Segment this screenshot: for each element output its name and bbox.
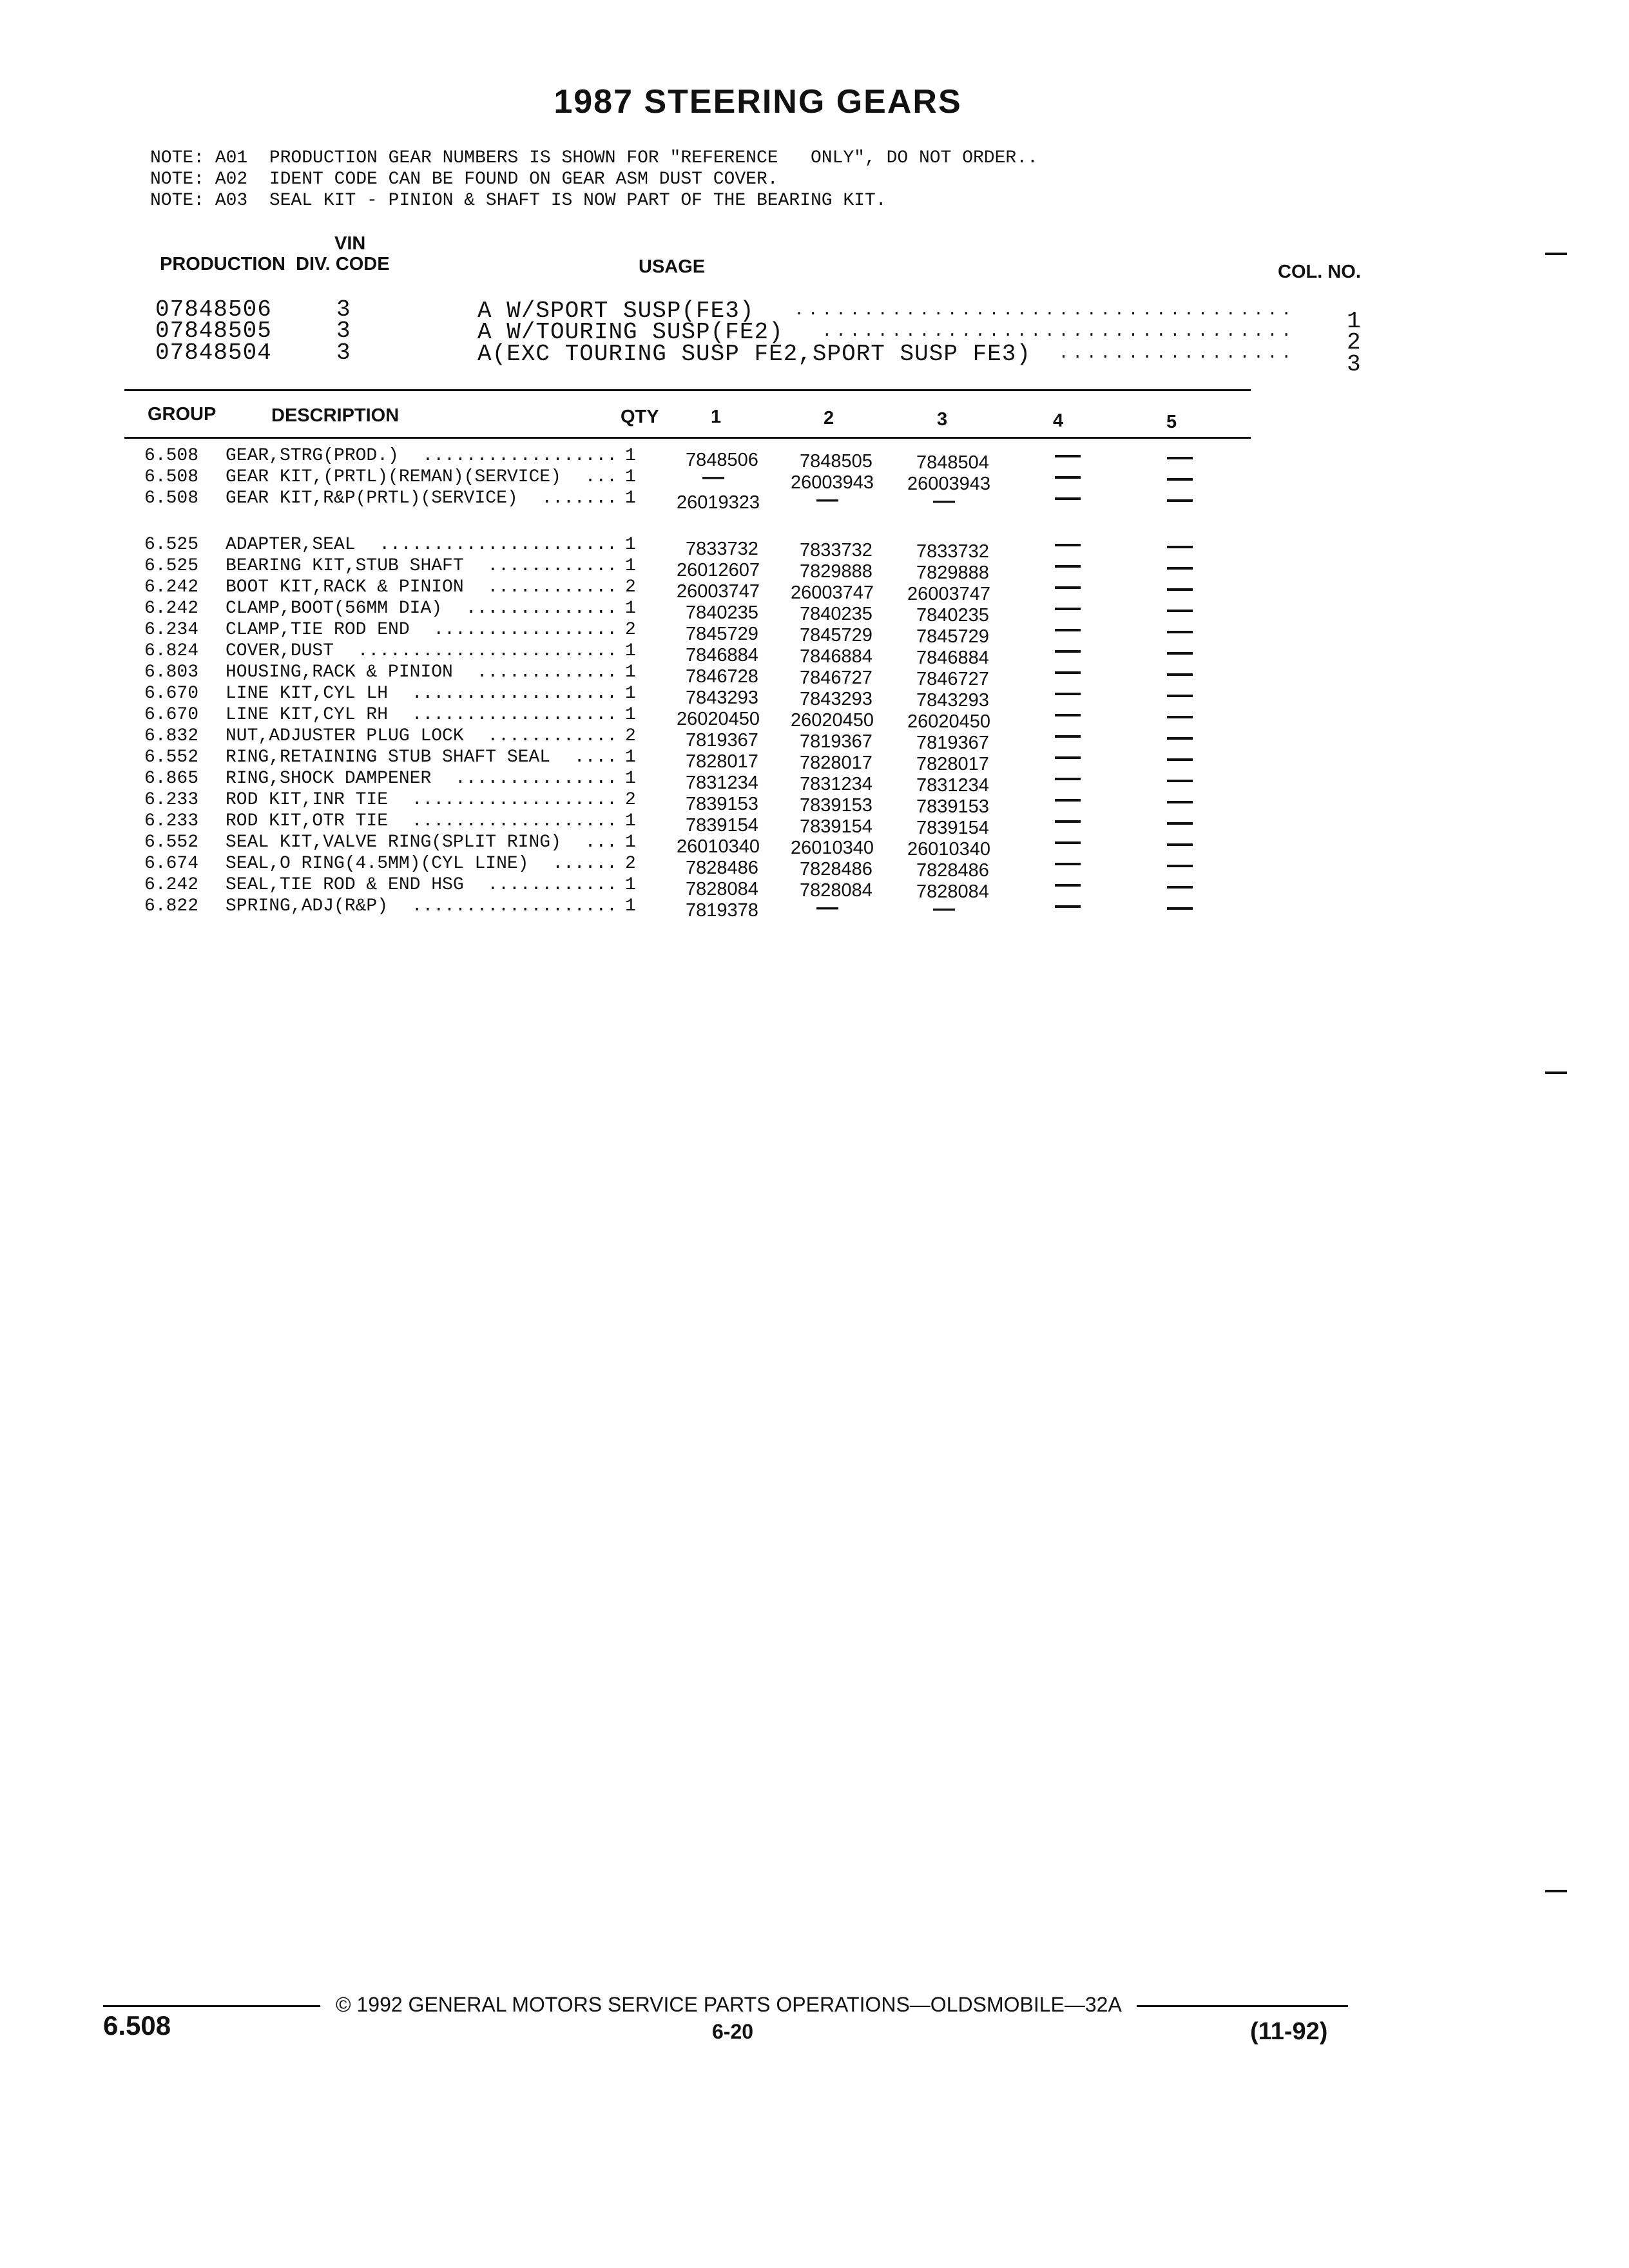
empty-col-5-dash [1167,822,1193,825]
group-code: 6.674 [144,854,199,874]
quantity: 1 [625,662,636,682]
copyright-line: © 1992 GENERAL MOTORS SERVICE PARTS OPERATIONS—OLDSMOBILE—32A [336,1993,1122,2016]
table-top-rule [124,389,1251,391]
empty-col-5-dash [1167,801,1193,803]
part-number-col-1: — [702,465,724,489]
note-a03: NOTE: A03 SEAL KIT - PINION & SHAFT IS NOW PART OF THE BEARING KIT. [150,191,887,211]
leader-dots: ................... [411,896,617,916]
production-number: 07848504 [155,340,272,366]
quantity: 1 [625,556,636,576]
part-number-col-2: 7840235 [800,604,872,624]
part-number-col-2: 7845729 [800,625,872,646]
part-number-col-2: 26020450 [791,710,874,731]
quantity: 2 [625,577,636,597]
part-number-col-2: 7828486 [800,859,872,879]
part-number-col-1: 26019323 [677,492,760,513]
part-number-col-2: 7828084 [800,880,872,901]
part-number-col-3: 7839153 [916,796,989,817]
col-4-header: 4 [1053,410,1064,431]
group-code: 6.508 [144,467,199,487]
div-code: 3 [336,340,351,366]
leader-dots: ...... [552,854,617,874]
part-description: RING,SHOCK DAMPENER [226,769,432,789]
group-code: 6.832 [144,726,199,746]
part-description: CLAMP,BOOT(56MM DIA) [226,599,443,619]
empty-col-5-dash [1167,865,1193,867]
group-code: 6.552 [144,832,199,852]
part-number-col-2: 7846727 [800,668,872,688]
part-number-col-1: 7840235 [686,602,758,623]
leader-dots: ................. [1058,343,1295,363]
part-number-col-3: 7829888 [916,562,989,583]
leader-dots: .............. [465,599,617,619]
leader-dots: ............. [476,662,617,682]
group-code: 6.242 [144,577,199,597]
part-number-col-2: 26003747 [791,582,874,603]
part-description: BEARING KIT,STUB SHAFT [226,556,464,576]
leader-dots: ... [584,467,617,487]
part-number-col-2: — [816,487,838,512]
part-number-col-2: 26003943 [791,472,874,493]
part-description: BOOT KIT,RACK & PINION [226,577,464,597]
quantity: 1 [625,446,636,466]
empty-col-4-dash [1055,586,1081,589]
part-number-col-1: 7843293 [686,687,758,708]
empty-col-4-dash [1055,905,1081,908]
col-3-header: 3 [937,409,948,430]
part-number-col-1: 7819367 [686,730,758,751]
part-number-col-2: 7843293 [800,689,872,709]
quantity: 2 [625,620,636,640]
leader-dots: ....... [541,488,617,508]
part-number-col-3: 26020450 [907,711,991,732]
col-number: 3 [1347,351,1362,378]
production-number: 07848505 [155,318,272,344]
part-description: LINE KIT,CYL RH [226,705,389,725]
empty-col-4-dash [1055,650,1081,653]
empty-col-5-dash [1167,886,1193,889]
quantity: 1 [625,535,636,555]
div-code-header: DIV. CODE [296,254,390,274]
group-code: 6.670 [144,705,199,725]
note-a02: NOTE: A02 IDENT CODE CAN BE FOUND ON GEAR ASM DUST COVER. [150,169,778,189]
part-number-col-1: 7845729 [686,624,758,644]
part-number-col-1: 26010340 [677,836,760,857]
quantity: 1 [625,896,636,916]
part-description: GEAR,STRG(PROD.) [226,446,399,466]
group-code: 6.233 [144,790,199,810]
part-number-col-3: 7828084 [916,881,989,902]
part-number-col-3: 7833732 [916,541,989,562]
part-number-col-1: 7828084 [686,879,758,899]
page-title: 1987 STEERING GEARS [554,83,962,120]
qty-header: QTY [621,407,659,427]
empty-col-4-dash [1055,799,1081,802]
group-code: 6.803 [144,662,199,682]
leader-dots: ............ [487,577,617,597]
group-code: 6.508 [144,446,199,466]
part-number-col-2: 7829888 [800,561,872,582]
part-number-col-2: 7828017 [800,753,872,773]
empty-col-5-dash [1167,907,1193,910]
empty-col-5-dash [1167,673,1193,676]
part-number-col-3: 7828486 [916,860,989,881]
empty-col-5-dash [1167,631,1193,633]
group-code: 6.525 [144,556,199,576]
usage-text: A W/TOURING SUSP(FE2) [477,319,784,345]
part-number-col-1: 26012607 [677,560,760,581]
empty-col-5-dash [1167,652,1193,655]
empty-col-5-dash [1167,758,1193,761]
part-number-col-3: 7843293 [916,690,989,711]
part-description: NUT,ADJUSTER PLUG LOCK [226,726,464,746]
table-header-rule [124,437,1251,439]
leader-dots: ................... [411,811,617,831]
part-number-col-3: 7846727 [916,669,989,689]
part-number-col-3: — [933,896,955,921]
quantity: 2 [625,726,636,746]
quantity: 1 [625,599,636,619]
part-description: SEAL KIT,VALVE RING(SPLIT RING) [226,832,561,852]
empty-col-4-dash [1055,714,1081,716]
empty-col-4-dash [1055,884,1081,887]
part-number-col-2: — [816,895,838,919]
part-number-col-3: 7839154 [916,818,989,838]
part-description: COVER,DUST [226,641,334,661]
quantity: 1 [625,875,636,895]
empty-col-5-dash [1167,499,1193,502]
part-number-col-1: 7828486 [686,858,758,878]
part-number-col-1: 7846728 [686,666,758,687]
production-header: PRODUCTION [160,254,285,274]
part-description: GEAR KIT,R&P(PRTL)(SERVICE) [226,488,518,508]
part-number-col-1: 7828017 [686,751,758,772]
part-number-col-3: 7831234 [916,775,989,796]
quantity: 1 [625,705,636,725]
quantity: 1 [625,684,636,704]
empty-col-4-dash [1055,497,1081,500]
part-number-col-1: 7819378 [686,900,758,921]
leader-dots: ................... [411,684,617,704]
empty-col-5-dash [1167,737,1193,740]
group-code: 6.552 [144,747,199,767]
part-number-col-3: 26003943 [907,474,991,494]
leader-dots: ............ [487,875,617,895]
col-2-header: 2 [824,408,834,428]
section-number: 6.508 [103,2010,171,2041]
margin-mark-middle [1545,1072,1567,1074]
leader-dots: ........................ [357,641,617,661]
part-description: SEAL,TIE ROD & END HSG [226,875,464,895]
leader-dots: ................. [433,620,617,640]
empty-col-5-dash [1167,780,1193,782]
part-description: SEAL,O RING(4.5MM)(CYL LINE) [226,854,529,874]
group-code: 6.242 [144,875,199,895]
leader-dots: .................................. [822,322,1295,341]
part-description: ADAPTER,SEAL [226,535,356,555]
part-number-col-1: 7839153 [686,794,758,814]
empty-col-5-dash [1167,843,1193,846]
vin-header: VIN [334,233,366,254]
empty-col-5-dash [1167,716,1193,718]
part-number-col-3: 7819367 [916,733,989,753]
part-number-col-1: 26003747 [677,581,760,602]
group-code: 6.508 [144,488,199,508]
leader-dots: .................. [422,446,617,466]
leader-dots: .................................... [794,300,1295,320]
group-code: 6.233 [144,811,199,831]
group-code: 6.670 [144,684,199,704]
quantity: 1 [625,747,636,767]
margin-mark-top [1545,253,1567,255]
part-number-col-2: 7819367 [800,731,872,752]
margin-mark-bottom [1545,1890,1567,1892]
group-code: 6.865 [144,769,199,789]
col-no-header: COL. NO. [1278,262,1361,282]
part-number-col-3: 7840235 [916,605,989,626]
description-header: DESCRIPTION [271,405,400,426]
empty-col-5-dash [1167,546,1193,548]
leader-dots: ...................... [379,535,617,555]
empty-col-4-dash [1055,820,1081,823]
part-description: HOUSING,RACK & PINION [226,662,453,682]
part-number-col-1: 7846884 [686,645,758,666]
leader-dots: ................... [411,705,617,725]
col-1-header: 1 [711,407,722,427]
part-number-col-2: 7839153 [800,795,872,816]
part-number-col-2: 26010340 [791,838,874,858]
usage-text: A(EXC TOURING SUSP FE2,SPORT SUSP FE3) [477,341,1031,367]
div-code: 3 [336,296,351,323]
page-number: 6-20 [712,2020,754,2043]
leader-dots: ............ [487,726,617,746]
part-number-col-1: 7831234 [686,773,758,793]
empty-col-4-dash [1055,629,1081,631]
part-number-col-2: 7846884 [800,646,872,667]
group-code: 6.824 [144,641,199,661]
group-code: 6.822 [144,896,199,916]
col-number: 1 [1347,308,1362,334]
empty-col-4-dash [1055,693,1081,695]
empty-col-5-dash [1167,695,1193,697]
empty-col-5-dash [1167,457,1193,459]
leader-dots: .... [574,747,617,767]
part-number-col-1: 7833732 [686,539,758,559]
part-number-col-3: 26010340 [907,839,991,860]
part-number-col-2: 7833732 [800,540,872,561]
col-5-header: 5 [1166,412,1177,432]
part-description: CLAMP,TIE ROD END [226,620,410,640]
part-number-col-3: 7848504 [916,452,989,473]
empty-col-5-dash [1167,610,1193,612]
part-number-col-2: 7848505 [800,451,872,472]
empty-col-4-dash [1055,735,1081,738]
quantity: 1 [625,488,636,508]
quantity: 1 [625,811,636,831]
quantity: 1 [625,832,636,852]
empty-col-4-dash [1055,671,1081,674]
date-code: (11-92) [1250,2018,1328,2045]
empty-col-4-dash [1055,565,1081,568]
footer-rule-left [103,2005,320,2007]
group-code: 6.242 [144,599,199,619]
part-number-col-3: 26003747 [907,584,991,604]
empty-col-4-dash [1055,476,1081,479]
leader-dots: ............ [487,556,617,576]
leader-dots: ... [584,832,617,852]
empty-col-4-dash [1055,608,1081,610]
empty-col-4-dash [1055,544,1081,546]
part-description: GEAR KIT,(PRTL)(REMAN)(SERVICE) [226,467,561,487]
part-number-col-1: 7848506 [686,450,758,470]
part-number-col-1: 26020450 [677,709,760,729]
empty-col-5-dash [1167,567,1193,570]
usage-header: USAGE [639,256,706,277]
quantity: 2 [625,790,636,810]
part-number-col-1: 7839154 [686,815,758,836]
part-description: SPRING,ADJ(R&P) [226,896,389,916]
part-number-col-3: 7845729 [916,626,989,647]
usage-text: A W/SPORT SUSP(FE3) [477,298,755,324]
part-number-col-3: — [933,488,955,513]
quantity: 2 [625,854,636,874]
div-code: 3 [336,318,351,344]
note-a01: NOTE: A01 PRODUCTION GEAR NUMBERS IS SHOWN FOR "REFERENCE ONLY", DO NOT ORDER.. [150,148,1038,168]
empty-col-4-dash [1055,778,1081,780]
part-description: RING,RETAINING STUB SHAFT SEAL [226,747,551,767]
part-number-col-2: 7839154 [800,816,872,837]
footer-rule-right [1137,2005,1348,2007]
quantity: 1 [625,641,636,661]
empty-col-5-dash [1167,478,1193,481]
part-number-col-2: 7831234 [800,774,872,794]
empty-col-5-dash [1167,588,1193,591]
part-number-col-3: 7828017 [916,754,989,774]
part-description: LINE KIT,CYL LH [226,684,389,704]
production-number: 07848506 [155,296,272,323]
empty-col-4-dash [1055,455,1081,457]
quantity: 1 [625,769,636,789]
part-description: ROD KIT,INR TIE [226,790,389,810]
leader-dots: ................... [411,790,617,810]
group-code: 6.234 [144,620,199,640]
empty-col-4-dash [1055,756,1081,759]
part-description: ROD KIT,OTR TIE [226,811,389,831]
leader-dots: ............... [454,769,617,789]
group-header: GROUP [148,404,217,425]
empty-col-4-dash [1055,863,1081,865]
empty-col-4-dash [1055,841,1081,844]
group-code: 6.525 [144,535,199,555]
part-number-col-3: 7846884 [916,648,989,668]
quantity: 1 [625,467,636,487]
col-number: 2 [1347,329,1362,356]
